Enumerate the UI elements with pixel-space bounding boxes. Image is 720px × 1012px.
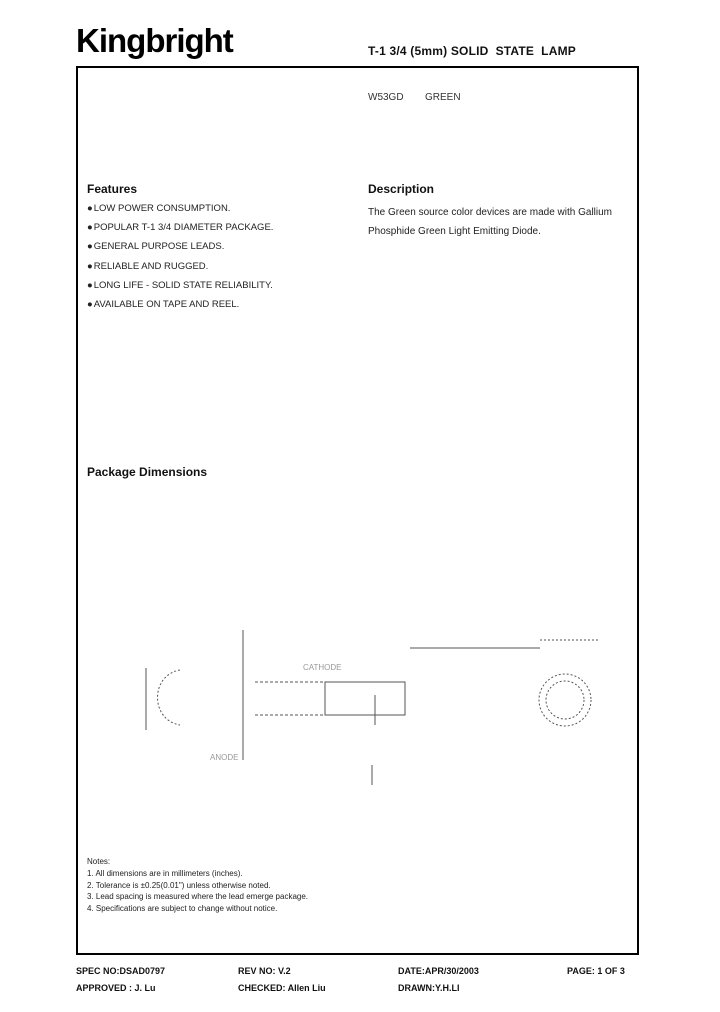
feature-item xyxy=(87,300,347,319)
page-number: PAGE: 1 OF 3 xyxy=(567,966,625,976)
kingbright-logo: Kingbright xyxy=(76,22,233,59)
notes-block xyxy=(87,856,308,915)
checked-by: CHECKED: Allen Liu xyxy=(238,983,326,993)
spec-frame xyxy=(76,66,639,955)
feature-text: LONG LIFE - SOLID STATE RELIABILITY. xyxy=(93,279,273,291)
bullet-icon: ● xyxy=(87,241,93,253)
revision-number: REV NO: V.2 xyxy=(238,966,291,976)
cathode-label: CATHODE xyxy=(303,663,342,672)
note-item: 2. Tolerance is ±0.25(0.01") unless otherwise noted. xyxy=(87,880,271,890)
drawn-by: DRAWN:Y.H.LI xyxy=(398,983,460,993)
spec-number: SPEC NO:DSAD0797 xyxy=(76,966,166,976)
feature-text: AVAILABLE ON TAPE AND REEL. xyxy=(93,298,240,310)
part-color: GREEN xyxy=(425,92,461,103)
feature-item xyxy=(87,204,347,223)
note-item: 3. Lead spacing is measured where the lead emerge package. xyxy=(87,892,309,902)
lamp-top-view-inner xyxy=(546,681,584,719)
bullet-icon: ● xyxy=(87,260,93,272)
feature-item xyxy=(87,262,347,281)
bullet-icon: ● xyxy=(87,203,93,214)
approved-by: APPROVED : J. Lu xyxy=(76,983,156,993)
anode-label: ANODE xyxy=(210,753,239,762)
document-date: DATE:APR/30/2003 xyxy=(398,966,479,976)
features-heading: Features xyxy=(87,182,138,196)
package-diagram xyxy=(120,590,620,790)
feature-text: POPULAR T-1 3/4 DIAMETER PACKAGE. xyxy=(93,222,274,234)
description-text: The Green source color devices are made with Gallium Phosphide Green Light Emitting Diode. xyxy=(368,207,612,237)
feature-text: LOW POWER CONSUMPTION. xyxy=(93,203,231,214)
lamp-dome-outline xyxy=(158,670,181,725)
bullet-icon: ● xyxy=(87,279,93,291)
features-list xyxy=(87,204,347,319)
lamp-body xyxy=(325,682,405,715)
document-title: T-1 3/4 (5mm) SOLID STATE LAMP xyxy=(368,44,576,58)
note-item: 1. All dimensions are in millimeters (inches). xyxy=(87,868,243,878)
part-number: W53GD xyxy=(368,92,404,103)
note-item: 4. Specifications are subject to change without notice. xyxy=(87,904,278,914)
feature-item xyxy=(87,242,347,261)
package-heading: Package Dimensions xyxy=(87,465,208,479)
bullet-icon: ● xyxy=(87,298,93,310)
notes-heading: Notes: xyxy=(87,857,111,866)
lamp-top-view xyxy=(539,674,591,726)
feature-item xyxy=(87,223,347,242)
feature-text: GENERAL PURPOSE LEADS. xyxy=(93,241,225,253)
bullet-icon: ● xyxy=(87,222,93,234)
feature-item xyxy=(87,281,347,300)
description-heading: Description xyxy=(368,182,435,196)
feature-text: RELIABLE AND RUGGED. xyxy=(93,260,209,272)
